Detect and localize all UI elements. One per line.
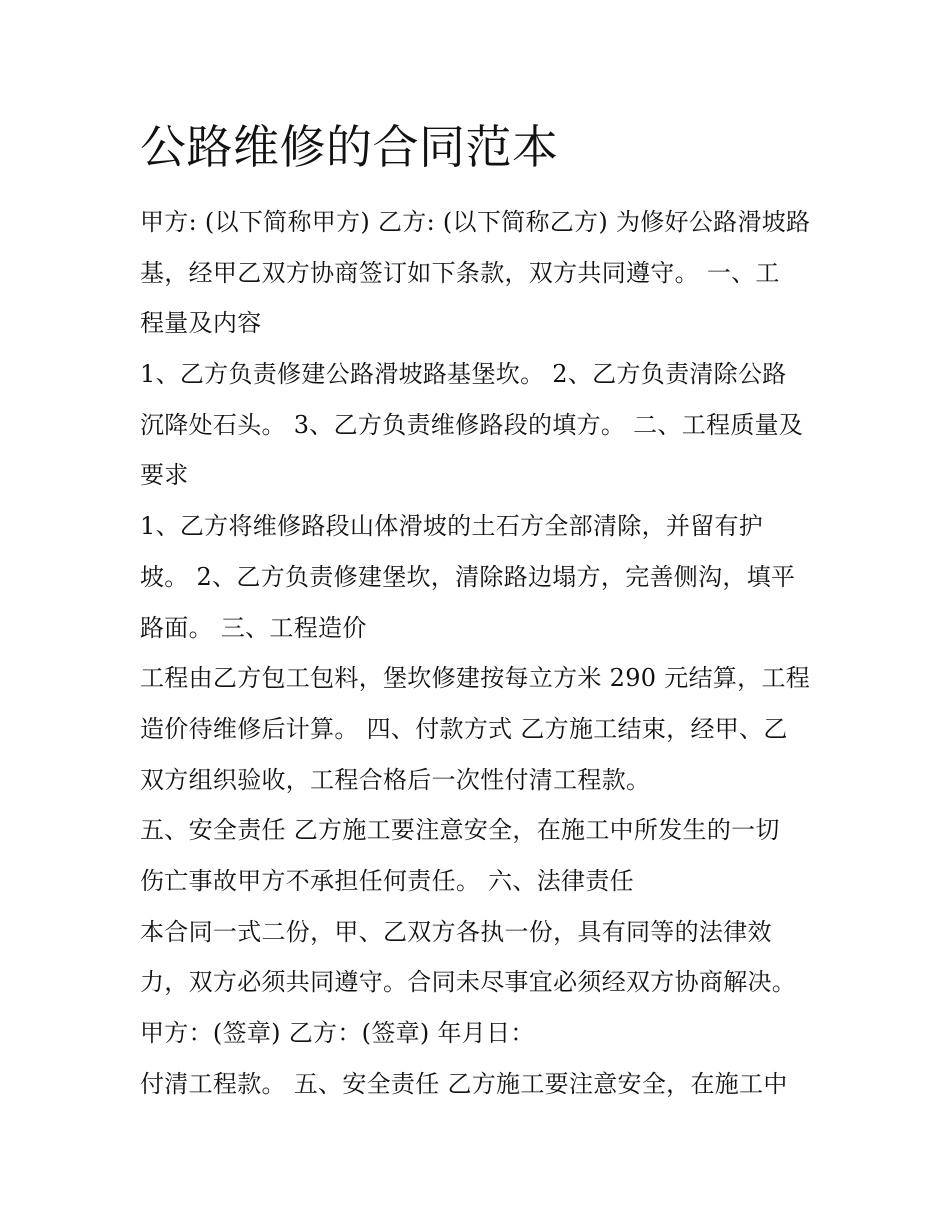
document-body	[140, 197, 820, 1109]
body-line: 工程由乙方包工包料，堡坎修建按每立方米 290 元结算，工程	[140, 664, 811, 693]
body-line: 1、乙方将维修路段山体滑坡的土石方全部清除，并留有护	[140, 512, 764, 541]
body-line: 本合同一式二份，甲、乙双方各执一份，具有同等的法律效	[140, 917, 772, 946]
body-line: 要求	[140, 461, 189, 490]
body-line: 沉降处石头。 3、乙方负责维修路段的填方。 二、工程质量及	[140, 410, 804, 439]
body-line: 基，经甲乙双方协商签订如下条款，双方共同遵守。 一、工	[140, 258, 780, 287]
document-title: 公路维修的合同范本	[140, 120, 559, 174]
body-line: 路面。 三、工程造价	[140, 613, 367, 642]
body-line: 程量及内容	[140, 309, 262, 338]
body-line: 1、乙方负责修建公路滑坡路基堡坎。 2、乙方负责清除公路	[140, 360, 787, 389]
body-line: 坡。 2、乙方负责修建堡坎，清除路边塌方，完善侧沟，填平	[140, 562, 796, 591]
body-line: 造价待维修后计算。 四、付款方式 乙方施工结束，经甲、乙	[140, 714, 788, 743]
body-line: 甲方：(签章) 乙方：(签章) 年月日：	[140, 1019, 535, 1047]
body-line: 付清工程款。 五、安全责任 乙方施工要注意安全，在施工中	[140, 1069, 788, 1098]
body-line: 双方组织验收，工程合格后一次性付清工程款。	[140, 765, 651, 794]
body-line: 力，双方必须共同遵守。合同未尽事宜必须经双方协商解决。	[140, 968, 797, 997]
body-line: 甲方: (以下简称甲方) 乙方: (以下简称乙方) 为修好公路滑坡路	[140, 208, 811, 236]
body-line: 伤亡事故甲方不承担任何责任。 六、法律责任	[140, 866, 634, 895]
body-line: 五、安全责任 乙方施工要注意安全，在施工中所发生的一切	[140, 816, 780, 845]
